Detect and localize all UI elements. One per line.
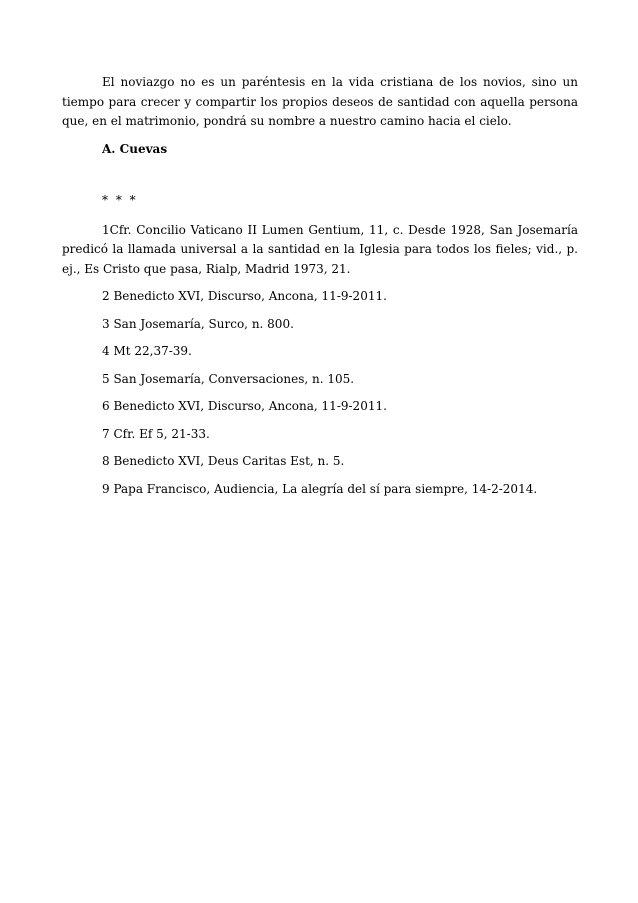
page-content — [62, 73, 578, 499]
section-separator: * * * — [102, 193, 138, 207]
footnote-item: 5 San Josemaría, Conversaciones, n. 105. — [102, 371, 355, 386]
author-signature: A. Cuevas — [102, 141, 168, 156]
footnote-item: 7 Cfr. Ef 5, 21-33. — [102, 426, 210, 441]
footnotes-list — [62, 287, 578, 499]
footnote-item: 9 Papa Francisco, Audiencia, La alegría del sí para siempre, 14-2-2014. — [102, 481, 538, 496]
footnote-item: 2 Benedicto XVI, Discurso, Ancona, 11-9-2011. — [102, 289, 387, 303]
footnote-1: 1Cfr. Concilio Vaticano II Lumen Gentium, 11, c. Desde 1928, San Josemaría predicó la llamada universal a la santidad en la Iglesia para todos los fieles; vid., p. ej., Es Cristo que pasa, Rialp, Madrid 1973, 21. — [62, 222, 578, 276]
footnote-item: 6 Benedicto XVI, Discurso, Ancona, 11-9-2011. — [102, 399, 387, 413]
body-paragraph: El noviazgo no es un paréntesis en la vida cristiana de los novios, sino un tiempo para crecer y compartir los propios deseos de santidad con aquella persona que, en el matrimonio, pondrá su nombre a nuestro camino hacia el cielo. — [62, 75, 578, 128]
footnote-item: 4 Mt 22,37-39. — [102, 344, 192, 358]
footnote-item: 8 Benedicto XVI, Deus Caritas Est, n. 5. — [102, 454, 345, 468]
footnote-item: 3 San Josemaría, Surco, n. 800. — [102, 316, 294, 331]
